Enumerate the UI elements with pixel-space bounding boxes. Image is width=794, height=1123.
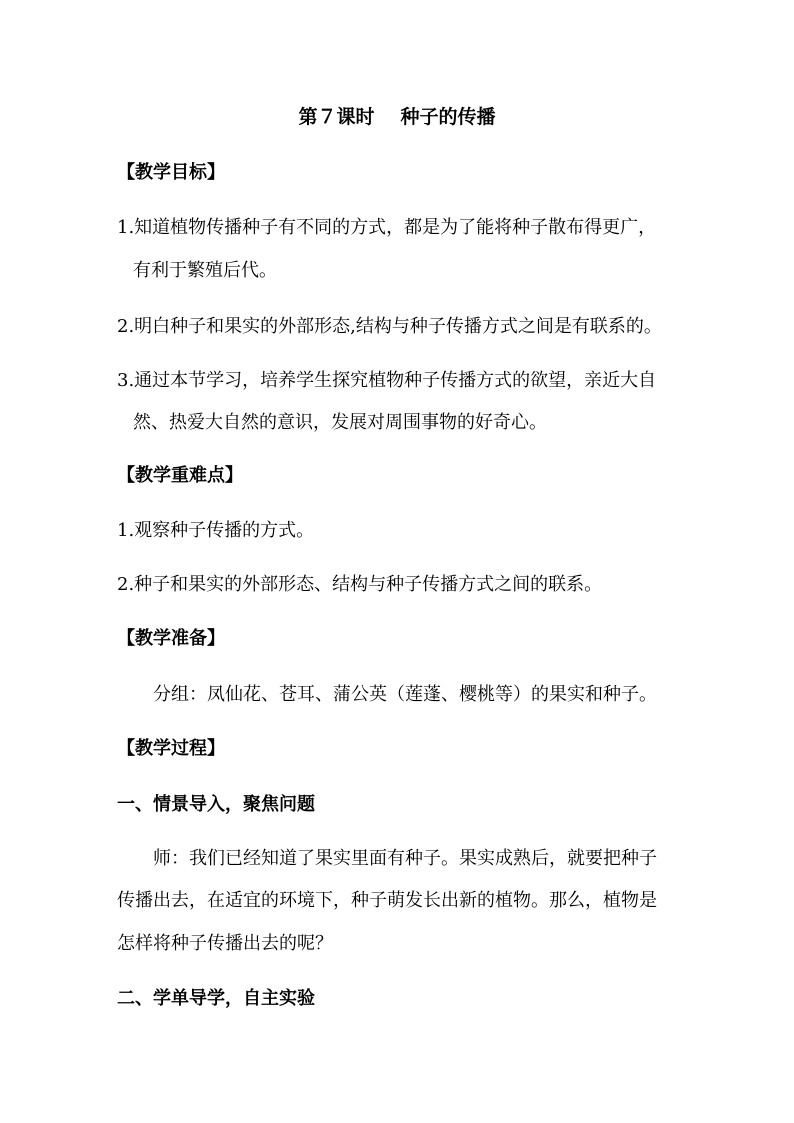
page-title xyxy=(0,104,794,130)
key-points-heading: 【教学重难点】 xyxy=(117,465,243,486)
lesson-topic: 种子的传播 xyxy=(400,106,496,128)
preparation-text: 分组：凤仙花、苍耳、蒲公英（莲蓬、樱桃等）的果实和种子。 xyxy=(153,684,657,705)
process-heading: 【教学过程】 xyxy=(117,738,225,759)
lesson-number: 第７课时 xyxy=(298,106,375,128)
objective-1-line-1: 1.知道植物传播种子有不同的方式，都是为了能将种子散布得更广， xyxy=(117,217,657,238)
preparation-heading: 【教学准备】 xyxy=(117,628,225,649)
section-1-title: 一、情景导入，聚焦问题 xyxy=(117,794,315,815)
section-1-line-2: 传播出去，在适宜的环境下，种子萌发长出新的植物。那么，植物是 xyxy=(117,890,657,911)
objectives-heading: 【教学目标】 xyxy=(117,162,225,183)
section-1-line-3: 怎样将种子传播出去的呢？ xyxy=(117,933,333,954)
key-point-1: 1.观察种子传播的方式。 xyxy=(117,520,315,541)
objective-3-line-2: 然、热爱大自然的意识，发展对周围事物的好奇心。 xyxy=(133,412,547,433)
objective-2: 2.明白种子和果实的外部形态,结构与种子传播方式之间是有联系的。 xyxy=(117,316,662,337)
section-2-title: 二、学单导学，自主实验 xyxy=(117,988,315,1009)
objective-3-line-1: 3.通过本节学习，培养学生探究植物种子传播方式的欲望，亲近大自 xyxy=(117,370,657,391)
key-point-2: 2.种子和果实的外部形态、结构与种子传播方式之间的联系。 xyxy=(117,574,603,595)
section-1-line-1: 师：我们已经知道了果实里面有种子。果实成熟后，就要把种子 xyxy=(153,848,657,869)
objective-1-line-2: 有利于繁殖后代。 xyxy=(133,260,277,281)
